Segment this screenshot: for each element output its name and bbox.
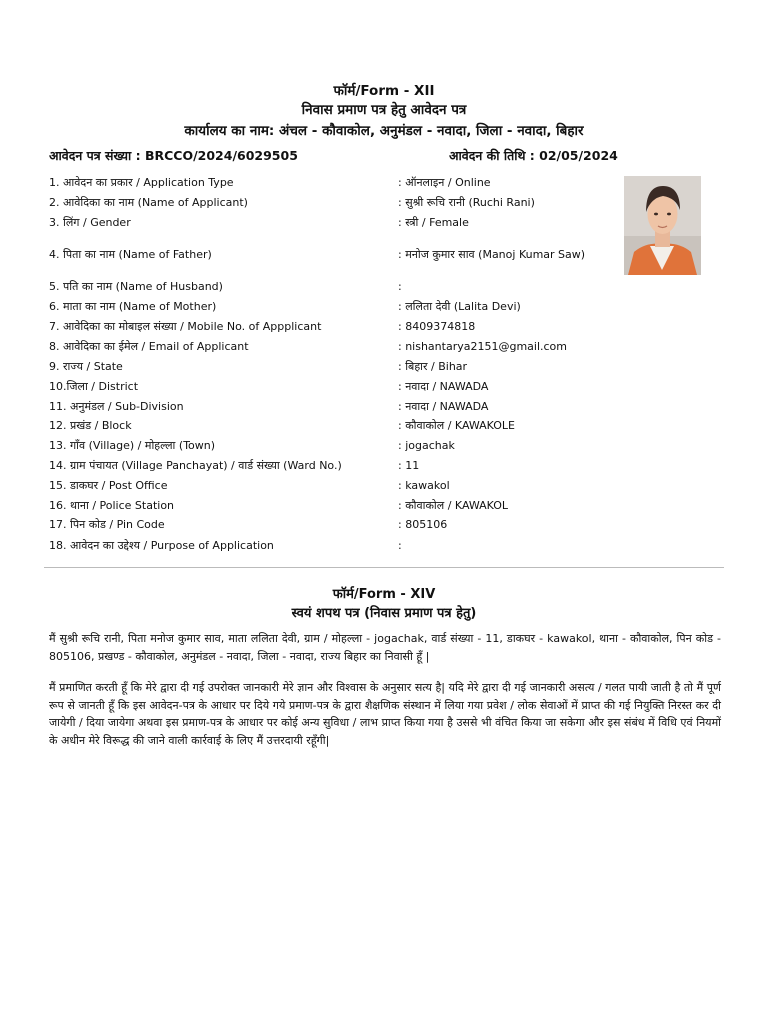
field-row bbox=[49, 538, 609, 554]
field-value: : bbox=[398, 280, 402, 293]
field-row bbox=[49, 215, 609, 231]
field-value: : 805106 bbox=[398, 518, 448, 531]
field-row bbox=[49, 175, 609, 191]
field-value: : 11 bbox=[398, 459, 420, 472]
field-label: 4. पिता का नाम (Name of Father) bbox=[49, 248, 212, 261]
form-subtitle: निवास प्रमाण पत्र हेतु आवेदन पत्र bbox=[301, 102, 467, 118]
field-label: 18. आवेदन का उद्देश्य / Purpose of Application bbox=[49, 539, 274, 552]
field-row bbox=[49, 319, 609, 335]
field-value: : मनोज कुमार साव (Manoj Kumar Saw) bbox=[398, 248, 586, 261]
field-row bbox=[49, 478, 609, 494]
application-date: आवेदन की तिथि : 02/05/2024 bbox=[449, 148, 618, 163]
field-label: 11. अनुमंडल / Sub-Division bbox=[49, 400, 184, 413]
field-row bbox=[49, 247, 609, 263]
field-row bbox=[49, 379, 609, 395]
field-value: : नवादा / NAWADA bbox=[398, 400, 489, 413]
field-label: 12. प्रखंड / Block bbox=[49, 419, 132, 432]
field-row bbox=[49, 498, 609, 514]
field-value: : कौवाकोल / KAWAKOLE bbox=[398, 419, 516, 432]
field-value: : nishantarya2151@gmail.com bbox=[398, 340, 568, 353]
field-label: 10.जिला / District bbox=[49, 380, 139, 393]
field-value: : jogachak bbox=[398, 439, 455, 452]
affidavit-form-title: फॉर्म/Form - XIV bbox=[332, 587, 436, 602]
field-value: : स्त्री / Female bbox=[398, 216, 469, 229]
field-label: 9. राज्य / State bbox=[49, 360, 123, 373]
field-label: 6. माता का नाम (Name of Mother) bbox=[49, 300, 217, 313]
field-value: : ललिता देवी (Lalita Devi) bbox=[398, 300, 521, 313]
field-row bbox=[49, 359, 609, 375]
affidavit-subtitle: स्वयं शपथ पत्र (निवास प्रमाण पत्र हेतु) bbox=[291, 606, 477, 621]
field-value: : kawakol bbox=[398, 479, 450, 492]
office-name: कार्यालय का नाम: अंचल - कौवाकोल, अनुमंडल - नवादा, जिला - नवादा, बिहार bbox=[184, 123, 584, 139]
field-value: : कौवाकोल / KAWAKOL bbox=[398, 499, 509, 512]
field-value: : बिहार / Bihar bbox=[398, 360, 468, 373]
field-row bbox=[49, 438, 609, 454]
field-label: 16. थाना / Police Station bbox=[49, 499, 175, 512]
form-title: फॉर्म/Form - XII bbox=[333, 83, 435, 99]
applicant-photo-image bbox=[624, 176, 701, 275]
field-row bbox=[49, 279, 609, 295]
section-divider bbox=[44, 567, 724, 568]
field-row bbox=[49, 458, 609, 474]
field-label: 13. गाँव (Village) / मोहल्ला (Town) bbox=[49, 439, 216, 452]
field-row bbox=[49, 399, 609, 415]
applicant-photo bbox=[624, 176, 701, 275]
field-label: 3. लिंग / Gender bbox=[49, 216, 131, 229]
field-value: : 8409374818 bbox=[398, 320, 476, 333]
field-label: 5. पति का नाम (Name of Husband) bbox=[49, 280, 223, 293]
field-label: 2. आवेदिका का नाम (Name of Applicant) bbox=[49, 196, 248, 209]
field-row bbox=[49, 418, 609, 434]
field-label: 17. पिन कोड / Pin Code bbox=[49, 518, 165, 531]
field-label: 15. डाकघर / Post Office bbox=[49, 479, 168, 492]
field-row bbox=[49, 195, 609, 211]
field-value: : bbox=[398, 539, 402, 552]
field-value: : ऑनलाइन / Online bbox=[398, 176, 491, 189]
affidavit-certification: मैं प्रमाणित करती हूँ कि मेरे द्वारा दी गई उपरोक्त जानकारी मेरे ज्ञान और विश्वास के अनुसार सत्य है| यदि मेरे द्वारा दी गई जानकारी असत्य / गलत पायी जाती है तो मैं पूर्ण रूप से जानती हूँ कि इस आवेदन-पत्र के आधार पर दिये गये प्रमाण-पत्र के द्वारा शैक्षणिक संस्थान में लिया गया प्रवेश / लोक सेवाओं में प्राप्त की गई नियुक्ति निरस्त कर दी जायेगी / दिया जायेगा अथवा इस प्रमाण-पत्र के आधार पर कोई अन्य सुविधा / लाभ प्राप्त किया गया है उससे भी वंचित किया जा सकेगा और इस संबंध में विधि एवं नियमों के अधीन मेरे विरूद्ध की जाने वाली कार्रवाई के लिए मैं उत्तरदायी रहूँगी| bbox=[49, 681, 721, 747]
field-row bbox=[49, 339, 609, 355]
field-label: 14. ग्राम पंचायत (Village Panchayat) / वार्ड संख्या (Ward No.) bbox=[49, 459, 342, 472]
field-row bbox=[49, 299, 609, 315]
application-number: आवेदन पत्र संख्या : BRCCO/2024/6029505 bbox=[49, 148, 298, 163]
field-label: 7. आवेदिका का मोबाइल संख्या / Mobile No. of Appplicant bbox=[49, 320, 322, 333]
field-value: : नवादा / NAWADA bbox=[398, 380, 489, 393]
field-label: 8. आवेदिका का ईमेल / Email of Applicant bbox=[49, 340, 249, 353]
field-value: : सुश्री रूचि रानी (Ruchi Rani) bbox=[398, 196, 535, 209]
affidavit-declaration: मैं सुश्री रूचि रानी, पिता मनोज कुमार साव, माता ललिता देवी, ग्राम / मोहल्ला - jogachak, वार्ड संख्या - 11, डाकघर - kawakol, थाना - कौवाकोल, पिन कोड - 805106, प्रखण्ड - कौवाकोल, अनुमंडल - नवादा, जिला - नवादा, राज्य बिहार का निवासी हूँ | bbox=[49, 632, 721, 663]
field-row bbox=[49, 517, 609, 533]
field-label: 1. आवेदन का प्रकार / Application Type bbox=[49, 176, 234, 189]
